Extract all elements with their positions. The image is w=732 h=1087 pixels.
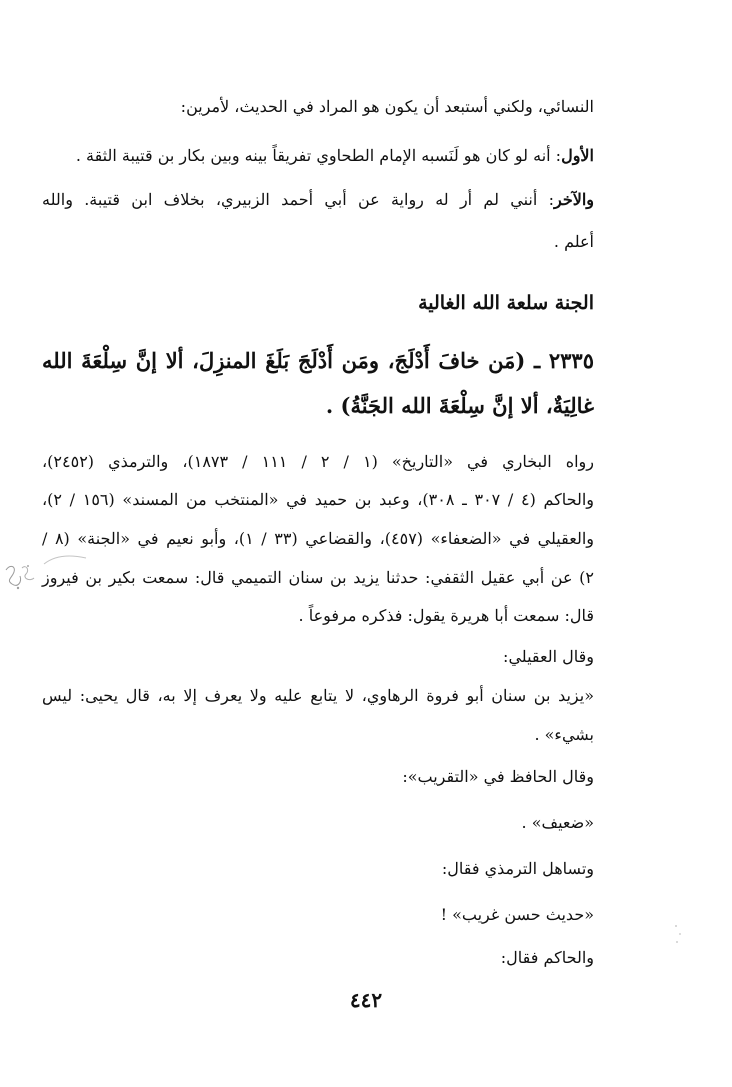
- comment-line-5: «ضعيف» .: [521, 813, 594, 832]
- first-reason-text: : أنه لو كان هو لَنَسبه الإمام الطحاوي تفريقاً بينه وبين بكار بن قتيبة الثقة .: [75, 146, 562, 165]
- takhrij-line-4: ٢) عن أبي عقيل الثقفي: حدثنا يزيد بن سنان التميمي قال: سمعت بكير بن فيروز: [42, 568, 594, 587]
- margin-mark-icon: [40, 550, 90, 570]
- comment-line-4: وقال الحافظ في «التقريب»:: [402, 767, 594, 786]
- first-reason-label: الأول: [561, 146, 594, 165]
- text-line-2: [76, 144, 594, 168]
- comment-line-1: وقال العقيلي:: [503, 647, 594, 666]
- comment-line-8: والحاكم فقال:: [500, 948, 594, 967]
- takhrij-line-5: قال: سمعت أبا هريرة يقول: فذكره مرفوعاً .: [298, 606, 594, 625]
- second-reason-label: والآخر: [553, 190, 594, 209]
- page-number: ٤٤٢: [349, 988, 383, 1012]
- text-line-3: [42, 188, 594, 212]
- comment-line-6: وتساهل الترمذي فقال:: [441, 859, 594, 878]
- hadith-line-1: ٢٣٣٥ ـ (مَن خافَ أَدْلَجَ، ومَن أَدْلَجَ بَلَغَ المنزِلَ، ألا إنَّ سِلْعَةَ الله: [42, 348, 594, 373]
- second-reason-text: : أنني لم أر له رواية عن أبي أحمد الزبيري، بخلاف ابن قتيبة. والله: [42, 190, 554, 209]
- text-line-4: أعلم .: [553, 232, 594, 251]
- takhrij-line-2: والحاكم (٤ / ٣٠٧ ـ ٣٠٨)، وعبد بن حميد في «المنتخب من المسند» (١٥٦ / ٢)،: [42, 490, 595, 509]
- takhrij-line-1: رواه البخاري في «التاريخ» (١ / ٢ / ١١١ / ١٨٧٣)، والترمذي (٢٤٥٢)،: [42, 452, 595, 471]
- comment-line-2: «يزيد بن سنان أبو فروة الرهاوي، لا يتابع عليه ولا يعرف إلا به، قال يحيى: ليس: [42, 686, 594, 705]
- text-line-1: النسائي، ولكني أستبعد أن يكون هو المراد في الحديث، لأمرين:: [180, 97, 594, 116]
- takhrij-line-3: والعقيلي في «الضعفاء» (٤٥٧)، والقضاعي (٣٣ / ١)، وأبو نعيم في «الجنة» (٨ /: [42, 529, 594, 548]
- margin-dots-icon: [670, 920, 690, 950]
- hadith-line-2: غالِيَةٌ، ألا إنَّ سِلْعَةَ الله الجَنَّةُ) .: [325, 393, 594, 418]
- comment-line-3: بشيء» .: [534, 725, 594, 744]
- section-heading: الجنة سلعة الله الغالية: [418, 292, 594, 314]
- margin-scribble-icon: [0, 558, 40, 594]
- comment-line-7: «حديث حسن غريب» !: [440, 905, 594, 924]
